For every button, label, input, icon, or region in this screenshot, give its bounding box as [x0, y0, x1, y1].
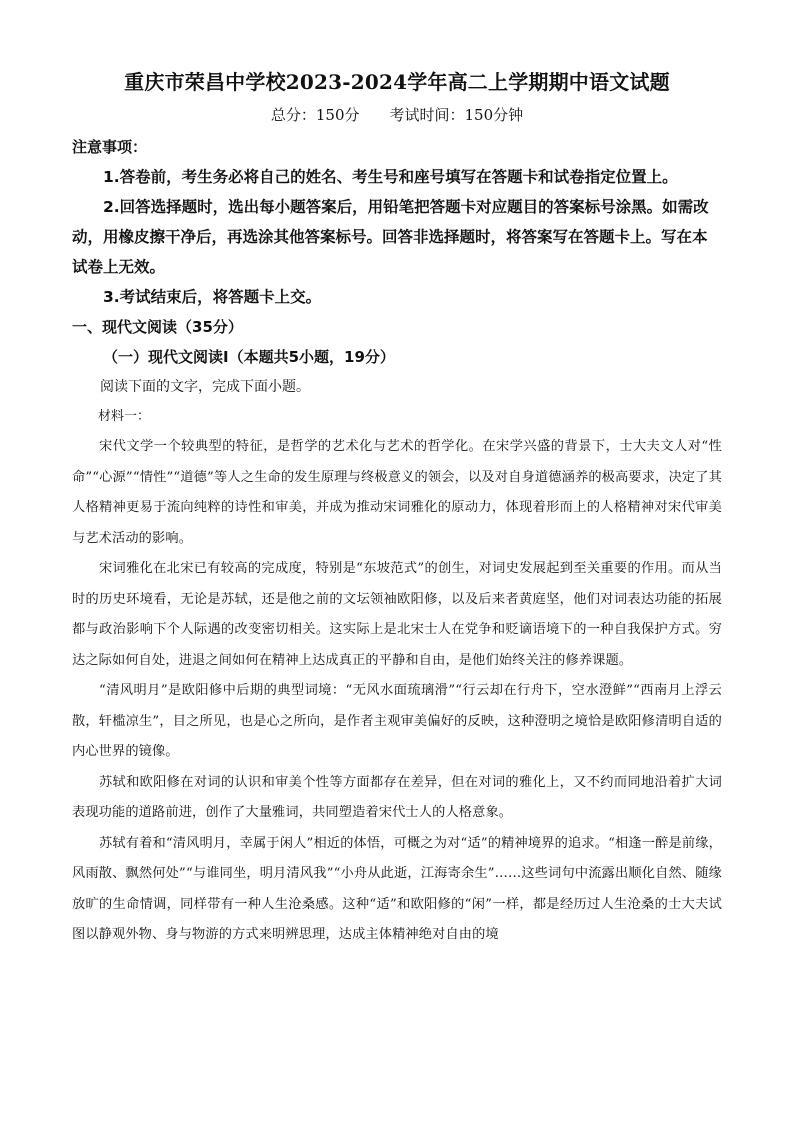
- notice-heading: 注意事项：: [72, 138, 148, 156]
- passage-paragraph-5: 苏轼有着和“清风明月，幸属于闲人”相近的体悟，可概之为对“适”的精神境界的追求。“相逢一醉是前缘，风雨散、飘然何处”“与谁同坐，明月清风我”“小舟从此逝，江海寄余生”……这些词句中流露出顺化自然、随缘放旷的生命情调，同样带有一种人生沧桑感。这种“适”和欧阳修的“闲”一样，都是经历过人生沧桑的士大夫试图以静观外物、身与物游的方式来明辨思理，达成主体精神绝对自由的境: [72, 835, 722, 942]
- material-label: 材料一：: [98, 409, 151, 424]
- passage-paragraph-1: 宋代文学一个较典型的特征，是哲学的艺术化与艺术的哲学化。在宋学兴盛的背景下，士大夫文人对“性命”“心源”“情性”“道德”等人之生命的发生原理与终极意义的领会，以及对自身道德涵养的极高要求，决定了其人格精神更易于流向纯粹的诗性和审美，并成为推动宋词雅化的原动力，体现着形而上的人格精神对宋代审美与艺术活动的影响。: [72, 439, 722, 546]
- passage-paragraph-2: 宋词雅化在北宋已有较高的完成度，特别是“东坡范式”的创生，对词史发展起到至关重要的作用。而从当时的历史环境看，无论是苏轼，还是他之前的文坛领袖欧阳修，以及后来者黄庭坚，他们对词表达功能的拓展都与政治影响下个人际遇的改变密切相关。这实际上是北宋士人在党争和贬谪语境下的一种自我保护方式。穷达之际如何自处，进退之间如何在精神上达成真正的平静和自由，是他们始终关注的修养课题。: [72, 561, 722, 668]
- total-score: 总分：150分: [270, 106, 360, 124]
- notice-item-1: 1.答卷前，考生务必将自己的姓名、考生号和座号填写在答题卡和试卷指定位置上。: [103, 168, 678, 186]
- exam-time: 考试时间：150分钟: [389, 106, 524, 124]
- passage-paragraph-4: 苏轼和欧阳修在对词的认识和审美个性等方面都存在差异，但在对词的雅化上，又不约而同地沿着扩大词表现功能的道路前进，创作了大量雅词，共同塑造着宋代士人的人格意象。: [72, 774, 722, 820]
- exam-page: [72, 64, 722, 951]
- exam-title: 重庆市荣昌中学校2023-2024学年高二上学期期中语文试题: [124, 70, 670, 94]
- section-heading: 一、现代文阅读（35分）: [72, 318, 243, 336]
- exam-meta: [72, 100, 722, 130]
- notice-item-2: 2.回答选择题时，选出每小题答案后，用铅笔把答题卡对应题目的答案标号涂黑。如需改动，用橡皮擦干净后，再选涂其他答案标号。回答非选择题时，将答案写在答题卡上。写在本试卷上无效。: [72, 198, 709, 276]
- reading-instruction: 阅读下面的文字，完成下面小题。: [100, 379, 310, 395]
- subsection-heading: （一）现代文阅读Ⅰ（本题共5小题，19分）: [103, 348, 395, 366]
- passage-paragraph-3: “清风明月”是欧阳修中后期的典型词境：“无风水面琉璃滑”“行云却在行舟下，空水澄鲜”“西南月上浮云散，轩槛凉生”，目之所见，也是心之所向，是作者主观审美偏好的反映，这种澄明之境恰是欧阳修清明自适的内心世界的镜像。: [72, 683, 722, 759]
- notice-item-3: 3.考试结束后，将答题卡上交。: [103, 288, 322, 306]
